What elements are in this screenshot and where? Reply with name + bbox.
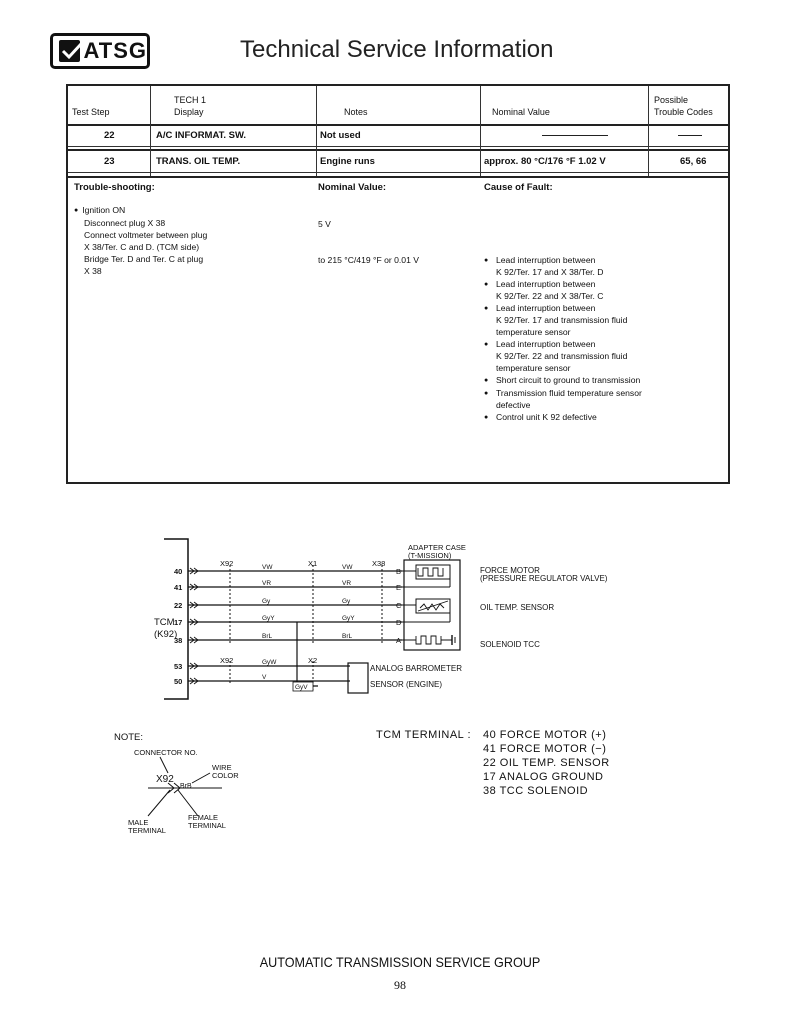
terminal-letter: A bbox=[396, 636, 402, 645]
troubleshooting-heading: Trouble-shooting: bbox=[74, 182, 155, 193]
col-display-1: TECH 1 bbox=[174, 95, 207, 105]
sensor-engine-label: SENSOR (ENGINE) bbox=[370, 680, 443, 689]
row-22-nominal bbox=[542, 130, 608, 141]
solenoid-tcc-label: SOLENOID TCC bbox=[480, 640, 540, 649]
cause-item: ● Short circuit to ground to transmission bbox=[484, 375, 641, 385]
note-female-2: TERMINAL bbox=[188, 821, 226, 830]
row-22-codes bbox=[678, 130, 702, 141]
tcm-terminal-list bbox=[483, 728, 610, 798]
row-23-display: TRANS. OIL TEMP. bbox=[156, 156, 241, 167]
nominal-value-heading: Nominal Value: bbox=[318, 182, 387, 193]
connector-note bbox=[112, 728, 272, 838]
tcm-terminal-line: 41 FORCE MOTOR (−) bbox=[483, 743, 607, 755]
row-23-notes: Engine runs bbox=[320, 156, 375, 167]
force-motor-label: FORCE MOTOR bbox=[480, 566, 540, 575]
col-test-step: Test Step bbox=[72, 107, 110, 117]
wire-color-b: VW bbox=[342, 564, 353, 571]
step-1-value: 5 V bbox=[318, 219, 331, 229]
connector-x92-bottom: X92 bbox=[220, 656, 234, 665]
connector-x2: X2 bbox=[308, 656, 318, 665]
row-23-codes: 65, 66 bbox=[680, 156, 707, 167]
force-motor-sub: (PRESSURE REGULATOR VALVE) bbox=[480, 574, 608, 583]
note-connector-no: CONNECTOR NO. bbox=[134, 748, 198, 757]
causes-list bbox=[484, 254, 642, 424]
connector-x38: X38 bbox=[372, 559, 386, 568]
terminal-letter: D bbox=[396, 618, 402, 627]
wiring-diagram bbox=[150, 535, 660, 705]
terminal-letter: B bbox=[396, 567, 402, 576]
checkmark-icon bbox=[59, 40, 80, 62]
note-female-1: FEMALE bbox=[188, 813, 219, 822]
wire-color-a: VR bbox=[262, 580, 272, 587]
cause-item: ● Lead interruption between K 92/Ter. 22 and X 38/Ter. C bbox=[484, 279, 604, 301]
wire-color-a: BrL bbox=[262, 633, 273, 640]
note-male-2: TERMINAL bbox=[128, 826, 166, 835]
wire-color-a: VW bbox=[262, 564, 273, 571]
tcm-label: TCM bbox=[154, 617, 175, 628]
terminal-letter: C bbox=[396, 601, 402, 610]
tcm-terminal-line: 17 ANALOG GROUND bbox=[483, 771, 604, 783]
wire-color-b: GyY bbox=[342, 615, 355, 622]
wire-color-b: Gy bbox=[342, 598, 351, 605]
connector-x1: X1 bbox=[308, 559, 318, 568]
tcm-terminal-label: TCM TERMINAL : bbox=[376, 729, 472, 741]
logo-text: ATSG bbox=[83, 38, 147, 63]
cause-item: ● Control unit K 92 defective bbox=[484, 412, 597, 422]
note-connector-example: X92 bbox=[156, 774, 174, 785]
wire-color-b: VR bbox=[342, 580, 352, 587]
terminal-letter: E bbox=[396, 583, 402, 592]
step-2-value: to 215 °C/419 °F or 0.01 V bbox=[318, 255, 419, 265]
col-codes-1: Possible bbox=[654, 95, 689, 105]
wire-color-a: V bbox=[262, 674, 267, 681]
cause-of-fault-heading: Cause of Fault: bbox=[484, 182, 553, 193]
wire-color-a: GyY bbox=[262, 615, 275, 622]
note-wire-color-2: COLOR bbox=[212, 771, 239, 780]
tcm-terminal-line: 38 TCC SOLENOID bbox=[483, 785, 589, 797]
col-notes: Notes bbox=[344, 107, 368, 117]
wire-color-a: GyW bbox=[262, 659, 277, 666]
row-22-notes: Not used bbox=[320, 130, 361, 141]
wire-color-b: BrL bbox=[342, 633, 353, 640]
adapter-case-sub: (T-MISSION) bbox=[408, 551, 452, 560]
col-codes-2: Trouble Codes bbox=[654, 107, 713, 117]
tcm-pin: 17 bbox=[174, 618, 183, 627]
tcm-pin: 38 bbox=[174, 636, 183, 645]
note-wire-example: BrB bbox=[180, 783, 192, 790]
tcm-pin: 40 bbox=[174, 567, 183, 576]
atsg-logo bbox=[50, 33, 150, 69]
col-display-2: Display bbox=[174, 107, 204, 117]
note-title: NOTE: bbox=[114, 732, 144, 743]
footer-organization: AUTOMATIC TRANSMISSION SERVICE GROUP bbox=[259, 954, 541, 970]
tcm-terminal-line: 40 FORCE MOTOR (+) bbox=[483, 729, 607, 741]
page-title: Technical Service Information bbox=[240, 36, 554, 63]
connector-x92-top: X92 bbox=[220, 559, 234, 568]
note-wire-color-1: WIRE bbox=[212, 763, 232, 772]
adapter-case-label: ADAPTER CASE bbox=[408, 543, 466, 552]
tcm-pin: 41 bbox=[174, 583, 183, 592]
wire-color-a: Gy bbox=[262, 598, 271, 605]
cause-item: ● Transmission fluid temperature sensor defective bbox=[484, 388, 642, 410]
tcm-pin: 53 bbox=[174, 662, 183, 671]
tcm-pin: 50 bbox=[174, 677, 183, 686]
cause-item: ● Lead interruption between K 92/Ter. 17 and X 38/Ter. D bbox=[484, 255, 604, 277]
tcm-id: (K92) bbox=[154, 629, 178, 640]
row-22-step: 22 bbox=[104, 130, 115, 141]
tcm-pin: 22 bbox=[174, 601, 183, 610]
wire-gyv: GyV bbox=[295, 684, 308, 691]
tcm-terminal-line: 22 OIL TEMP. SENSOR bbox=[483, 757, 610, 769]
page-number: 98 bbox=[394, 978, 406, 992]
row-22-display: A/C INFORMAT. SW. bbox=[156, 130, 247, 141]
analog-barrometer-label: ANALOG BARROMETER bbox=[370, 664, 463, 673]
cause-item: ● Lead interruption between K 92/Ter. 22 and transmission fluid temperature sensor bbox=[484, 339, 628, 373]
row-23-nominal: approx. 80 °C/176 °F 1.02 V bbox=[484, 156, 606, 167]
service-table bbox=[66, 84, 730, 484]
col-nominal: Nominal Value bbox=[492, 107, 550, 117]
oil-temp-sensor-label: OIL TEMP. SENSOR bbox=[480, 603, 555, 612]
row-23-step: 23 bbox=[104, 156, 115, 167]
note-male-1: MALE bbox=[128, 818, 149, 827]
troubleshooting-step-1: ● Ignition ON Disconnect plug X 38 Connect voltmeter between plug X 38/Ter. C and D. (TCM side) Bridge Ter. D and Ter. C at plug X 38 bbox=[74, 204, 207, 277]
cause-item: ● Lead interruption between K 92/Ter. 17 and transmission fluid temperature sensor bbox=[484, 303, 628, 337]
